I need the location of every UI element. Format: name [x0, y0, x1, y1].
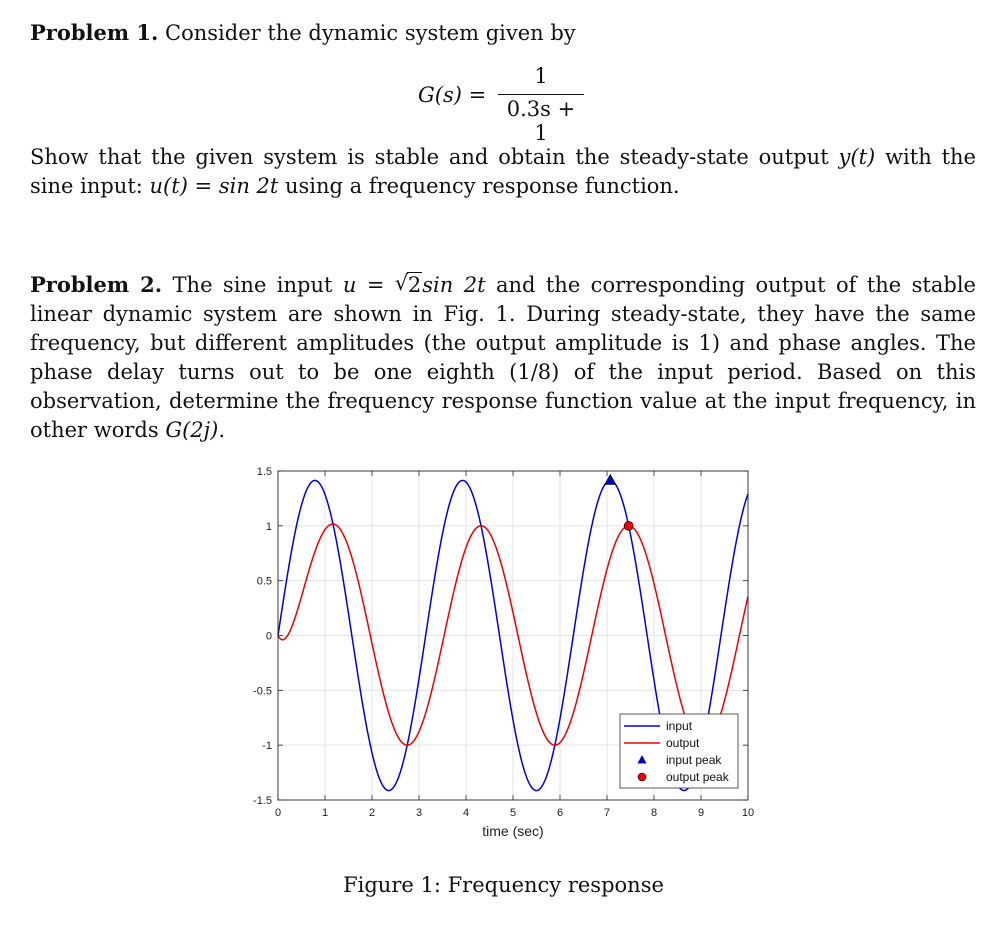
sqrt-argument: 2 — [407, 273, 422, 297]
problem1-text-c: using a frequency response function. — [278, 174, 680, 198]
output-symbol: y(t) — [838, 145, 876, 169]
x-tick-label-6: 6 — [556, 807, 564, 819]
problem1-task — [30, 143, 976, 201]
x-tick-label-4: 4 — [462, 807, 470, 819]
y-tick-label-2: -0.5 — [253, 685, 272, 698]
sqrt-symbol: √ 2 — [394, 271, 422, 297]
y-tick-label-0: -1.5 — [253, 795, 272, 807]
problem2-heading: Problem 2. — [30, 272, 163, 297]
y-tick-label-5: 1 — [265, 520, 272, 533]
fraction-bar — [498, 94, 584, 95]
problem1-text-a: Show that the given system is stable and obtain the steady-state output — [30, 145, 839, 169]
x-tick-label-10: 10 — [741, 807, 755, 819]
y-tick-label-4: 0.5 — [256, 575, 272, 588]
sine-term: sin 2t — [422, 273, 486, 297]
x-tick-label-2: 2 — [368, 807, 376, 819]
equation-lhs: G(s) = — [418, 83, 487, 107]
y-tick-label-6: 1.5 — [256, 466, 272, 478]
input-expression: u(t) = sin 2t — [149, 174, 279, 198]
equation-numerator: 1 — [534, 64, 548, 88]
x-tick-label-9: 9 — [697, 807, 705, 819]
problem1-text-b: with the sine input: — [30, 145, 976, 198]
y-tick-label-1: -1 — [262, 740, 272, 753]
frequency-response-chart — [220, 455, 780, 855]
problem1-intro — [30, 18, 976, 48]
legend-label-input: input — [666, 719, 693, 733]
g2j-symbol: G(2j) — [165, 418, 219, 442]
legend-marker-output-peak — [638, 773, 646, 781]
problem2-text-b: and the corresponding output of the stable linear dynamic system are shown in Fig. 1. During steady-state, they have the same frequency, but different amplitudes (the output amplitude is 1) and phase angles. The phase delay turns out to be one eighth (1/8) of the input period. Based on this observation, determine the frequency response function value at the input frequency, in other words — [30, 273, 976, 442]
problem2-text-c: . — [218, 418, 226, 442]
chart-legend — [620, 714, 738, 788]
problem1-heading: Problem 1. — [30, 20, 159, 45]
x-tick-label-5: 5 — [509, 807, 517, 819]
problem2-text — [30, 270, 976, 445]
equation-denominator: 0.3s + 1 — [506, 97, 576, 145]
transfer-function-equation — [0, 64, 1007, 145]
y-tick-label-3: 0 — [265, 630, 272, 643]
problem2-text-a: The sine input — [172, 273, 343, 297]
x-tick-label-0: 0 — [274, 807, 282, 819]
x-tick-label-1: 1 — [321, 807, 329, 819]
x-axis-label: time (sec) — [482, 823, 544, 839]
legend-label-output-peak: output peak — [666, 770, 729, 784]
legend-label-input-peak: input peak — [666, 753, 722, 767]
x-tick-label-7: 7 — [603, 807, 611, 819]
problem1-intro-text: Consider the dynamic system given by — [165, 21, 576, 45]
legend-label-output: output — [666, 736, 700, 750]
x-tick-label-8: 8 — [650, 807, 658, 819]
u-equals: u = — [342, 273, 385, 297]
x-tick-label-3: 3 — [415, 807, 423, 819]
marker-output-peak — [624, 521, 633, 530]
figure-caption: Figure 1: Frequency response — [343, 873, 664, 897]
